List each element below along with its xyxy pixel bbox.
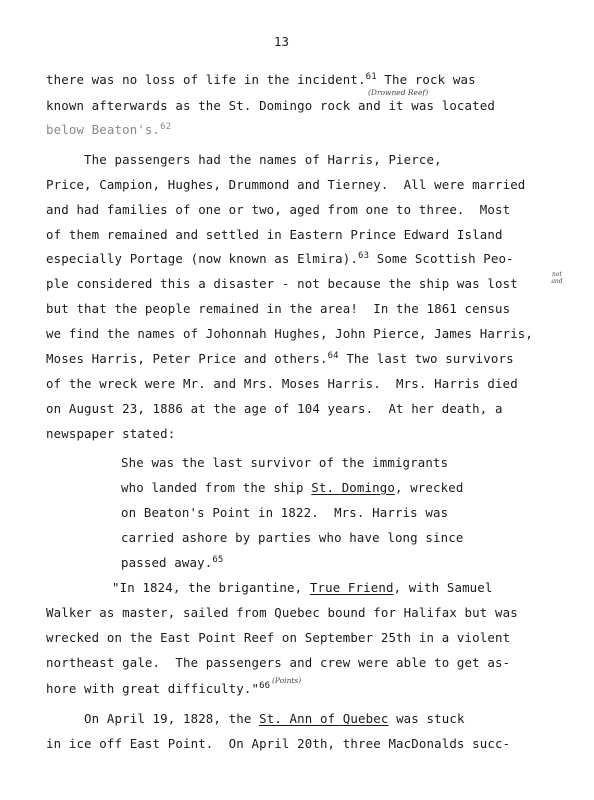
text-line: wrecked on the East Point Reef on September 25th in a violent — [46, 630, 511, 645]
text-line: The passengers had the names of Harris, Pierce, — [46, 152, 442, 167]
text-line: we find the names of Johonnah Hughes, John Pierce, James Harris, — [46, 326, 534, 341]
text-line: but that the people remained in the area! In the 1861 census — [46, 301, 511, 316]
quote-line: passed away.$^{65}$ — [121, 555, 224, 570]
text-line: in ice off East Point. On April 20th, three MacDonalds succ- — [46, 736, 511, 751]
quote-line: who landed from the ship St. Domingo, wrecked — [121, 480, 464, 495]
footnote-ref: 66 — [259, 681, 271, 691]
footnote-ref: 65 — [212, 555, 224, 565]
text-line: and had families of one or two, aged from one to three. Most — [46, 202, 511, 217]
text-line: of them remained and settled in Eastern Prince Edward Island — [46, 227, 503, 242]
footnote-ref: 63 — [358, 251, 370, 261]
text-line: newspaper stated: — [46, 426, 176, 441]
footnote-ref: 61 — [365, 72, 377, 82]
quote-line: on Beaton's Point in 1822. Mrs. Harris was — [121, 505, 449, 520]
ship-name: St. Ann of Quebec — [259, 711, 389, 726]
quote-line: carried ashore by parties who have long since — [121, 530, 464, 545]
ship-name: True Friend — [309, 580, 394, 595]
text-line: especially Portage (now known as Elmira).$^{63}$ Some Scottish Peo- — [46, 251, 514, 266]
handwritten-note: (Points) — [272, 676, 302, 685]
footnote-ref: 64 — [327, 351, 339, 361]
text-line: on August 23, 1886 at the age of 104 years. At her death, a — [46, 401, 503, 416]
text-line: Price, Campion, Hughes, Drummond and Tierney. All were married — [46, 177, 526, 192]
text-line: below Beaton's.$^{62}$ — [46, 122, 172, 137]
handwritten-note: not and — [551, 271, 563, 285]
text-line: Moses Harris, Peter Price and others.$^{64}$ The last two survivors — [46, 351, 514, 366]
text-line: "In 1824, the brigantine, True Friend, with Samuel — [112, 580, 493, 595]
text-line: there was no loss of life in the incident.$^{61}$ The rock was — [46, 72, 476, 87]
ship-name: St. Domingo — [311, 480, 395, 495]
handwritten-note: (Drowned Reef) — [368, 88, 429, 97]
text-line: hore with great difficulty."$^{66}$ — [46, 681, 271, 696]
quote-line: She was the last survivor of the immigrants — [121, 455, 449, 470]
text-line: Walker as master, sailed from Quebec bound for Halifax but was — [46, 605, 518, 620]
text-line: known afterwards as the St. Domingo rock and it was located — [46, 98, 495, 113]
text-line: ple considered this a disaster - not because the ship was lost — [46, 276, 518, 291]
page-number: 13 — [274, 34, 289, 49]
text-line: northeast gale. The passengers and crew were able to get as- — [46, 655, 511, 670]
text-line: On April 19, 1828, the St. Ann of Quebec was stuck — [46, 711, 465, 726]
text-line: of the wreck were Mr. and Mrs. Moses Harris. Mrs. Harris died — [46, 376, 518, 391]
footnote-ref: 62 — [160, 122, 172, 132]
